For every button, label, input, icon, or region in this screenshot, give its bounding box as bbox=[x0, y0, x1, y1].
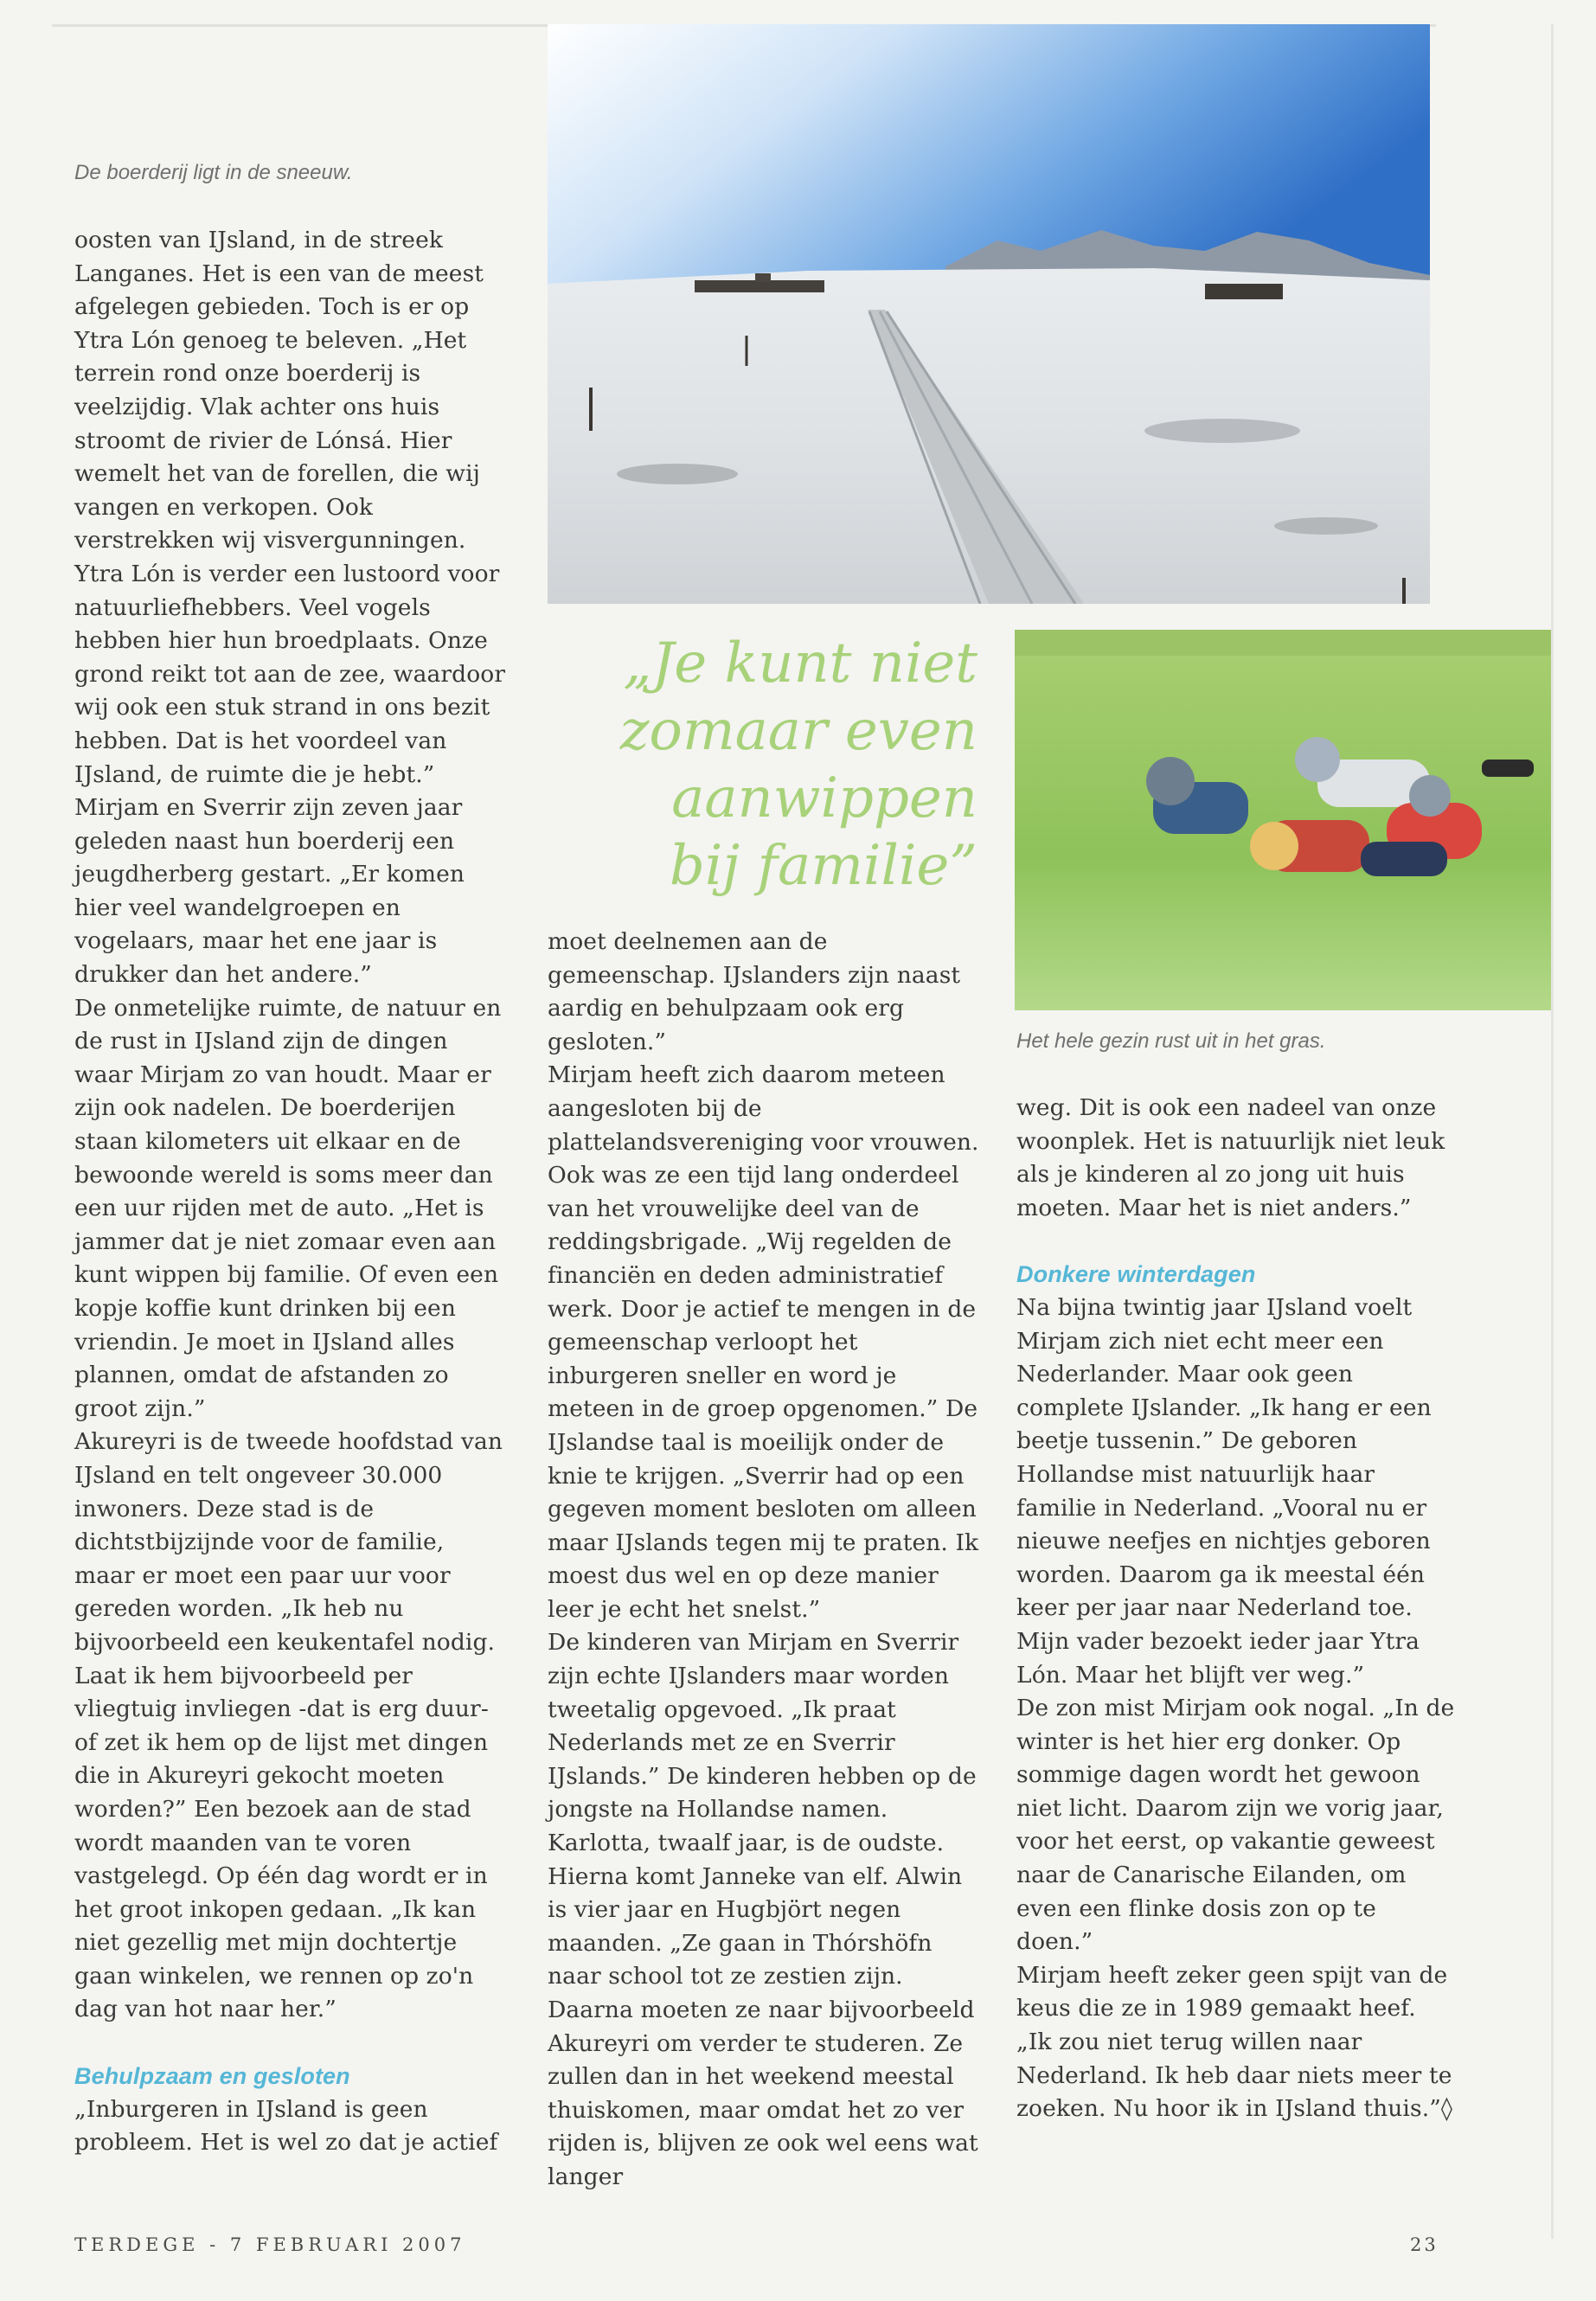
paragraph: weg. Dit is ook een nadeel van onze woonplek. Het is natuurlijk niet leuk als je kinderen al zo jong uit huis moeten. Maar het is niet anders.” bbox=[1016, 1094, 1445, 1221]
text-column-3 bbox=[1016, 1092, 1458, 2126]
pull-quote: „Je kunt niet zomaar even aanwippen bij familie” bbox=[619, 631, 977, 898]
caption-farm-snow: De boerderij ligt in de sneeuw. bbox=[74, 161, 353, 184]
caption-family-grass: Het hele gezin rust uit in het gras. bbox=[1016, 1029, 1326, 1053]
subheading-donkere-winterdagen: Donkere winterdagen bbox=[1016, 1261, 1256, 1288]
paragraph: Akureyri is de tweede hoofdstad van IJsland en telt ongeveer 30.000 inwoners. Deze stad is de dichtstbijzijnde voor de familie, maar er moet een paar uur voor gereden worden. „Ik heb nu bijvoorbeeld een keukentafel nodig. Laat ik hem bijvoorbeeld per vliegtuig invliegen -dat is erg duur- of zet ik hem op de lijst met dingen die in Akureyri gekocht moeten worden?” Een bezoek aan de stad wordt maanden van te voren vastgelegd. Op één dag wordt er in het groot inkopen gedaan. „Ik kan niet gezellig met mijn dochtertje gaan winkelen, we rennen op zo'n dag van hot naar her.” bbox=[74, 1428, 503, 2023]
page-number: 23 bbox=[1410, 2234, 1439, 2255]
paragraph: Mirjam heeft zich daarom meteen aangesloten bij de plattelandsvereniging voor vrouwen. Ook was ze een tijd lang onderdeel van het vrouwelijke deel van de reddingsbrigade. „Wij regelden de financiën en deden administratief werk. Door je actief te mengen in de gemeenschap verloopt het inburgeren sneller en word je meteen in de groep opgenomen.” De IJslandse taal is moeilijk onder de knie te krijgen. „Sverrir had op een gegeven moment besloten om alleen maar IJslands tegen mij te praten. Ik moest dus wel en op deze manier leer je echt het snelst.” bbox=[548, 1061, 979, 1623]
paragraph: moet deelnemen aan de gemeenschap. IJslanders zijn naast aardig en behulpzaam ook erg gesloten.” bbox=[548, 928, 961, 1055]
paragraph: Mirjam heeft zeker geen spijt van de keus die ze in 1989 gemaakt heef. „Ik zou niet terug willen naar Nederland. Ik heb daar niets meer te zoeken. Nu hoor ik in IJsland thuis.”◊ bbox=[1016, 1961, 1453, 2123]
snow-landscape-photo bbox=[548, 24, 1430, 604]
subheading-behulpzaam: Behulpzaam en gesloten bbox=[74, 2063, 350, 2090]
paragraph: oosten van IJsland, in de streek Langanes. Het is een van de meest afgelegen gebieden. Toch is er op Ytra Lón genoeg te beleven. „Het terrein rond onze boerderij is veelzijdig. Vlak achter ons huis stroomt de rivier de Lónsá. Hier wemelt het van de forellen, die wij vangen en verkopen. Ook verstrekken wij visvergunningen. Ytra Lón is verder een lustoord voor natuurliefhebbers. Veel vogels hebben hier hun broedplaats. Onze grond reikt tot aan de zee, waardoor wij ook een stuk strand in ons bezit hebben. Dat is het voordeel van IJsland, de ruimte die je hebt.” bbox=[74, 227, 506, 788]
page-edge-rule bbox=[1551, 24, 1554, 2239]
footer-magazine-date: TERDEGE - 7 FEBRUARI 2007 bbox=[74, 2234, 466, 2255]
family-grass-photo bbox=[1015, 630, 1551, 1010]
paragraph: Mirjam en Sverrir zijn zeven jaar geleden naast hun boerderij een jeugdherberg gestart. „Er komen hier veel wandelgroepen en vogelaars, maar het ene jaar is drukker dan het andere.” bbox=[74, 794, 465, 989]
paragraph: „Inburgeren in IJsland is geen probleem. Het is wel zo dat je actief bbox=[74, 2095, 498, 2157]
paragraph: Na bijna twintig jaar IJsland voelt Mirjam zich niet echt meer een Nederlander. Maar ook geen complete IJslander. „Ik hang er een beetje tussenin.” De geboren Hollandse mist natuurlijk haar familie in Nederland. „Vooral nu er nieuwe neefjes en nichtjes geboren worden. Daarom ga ik meestal één keer per jaar naar Nederland toe. Mijn vader bezoekt ieder jaar Ytra Lón. Maar het blijft ver weg.” bbox=[1016, 1293, 1432, 1689]
paragraph: De kinderen van Mirjam en Sverrir zijn echte IJslanders maar worden tweetalig opgevoed. „Ik praat Nederlands met ze en Sverrir IJslands.” De kinderen hebben op de jongste na Hollandse namen. Karlotta, twaalf jaar, is de oudste. Hierna komt Janneke van elf. Alwin is vier jaar en Hugbjört negen maanden. „Ze gaan in Thórshöfn naar school tot ze zestien zijn. Daarna moeten ze naar bijvoorbeeld Akureyri om verder te studeren. Ze zullen dan in het weekend meestal thuiskomen, maar omdat het zo ver rijden is, blijven ze ook wel eens wat langer bbox=[548, 1629, 978, 2190]
paragraph: De onmetelijke ruimte, de natuur en de rust in IJsland zijn de dingen waar Mirjam zo van houdt. Maar er zijn ook nadelen. De boerderijen staan kilometers uit elkaar en de bewoonde wereld is soms meer dan een uur rijden met de auto. „Het is jammer dat je niet zomaar even aan kunt wippen bij familie. Of even een kopje koffie kunt drinken bij een vriendin. Je moet in IJsland alles plannen, omdat de afstanden zo groot zijn.” bbox=[74, 994, 502, 1422]
text-column-1 bbox=[74, 224, 507, 2160]
paragraph: De zon mist Mirjam ook nogal. „In de winter is het hier erg donker. Op sommige dagen wordt het gewoon niet licht. Daarom zijn we vorig jaar, voor het eerst, op vakantie geweest naar de Canarische Eilanden, om even een flinke dosis zon op te doen.” bbox=[1016, 1695, 1455, 1956]
text-column-2 bbox=[548, 926, 980, 2195]
